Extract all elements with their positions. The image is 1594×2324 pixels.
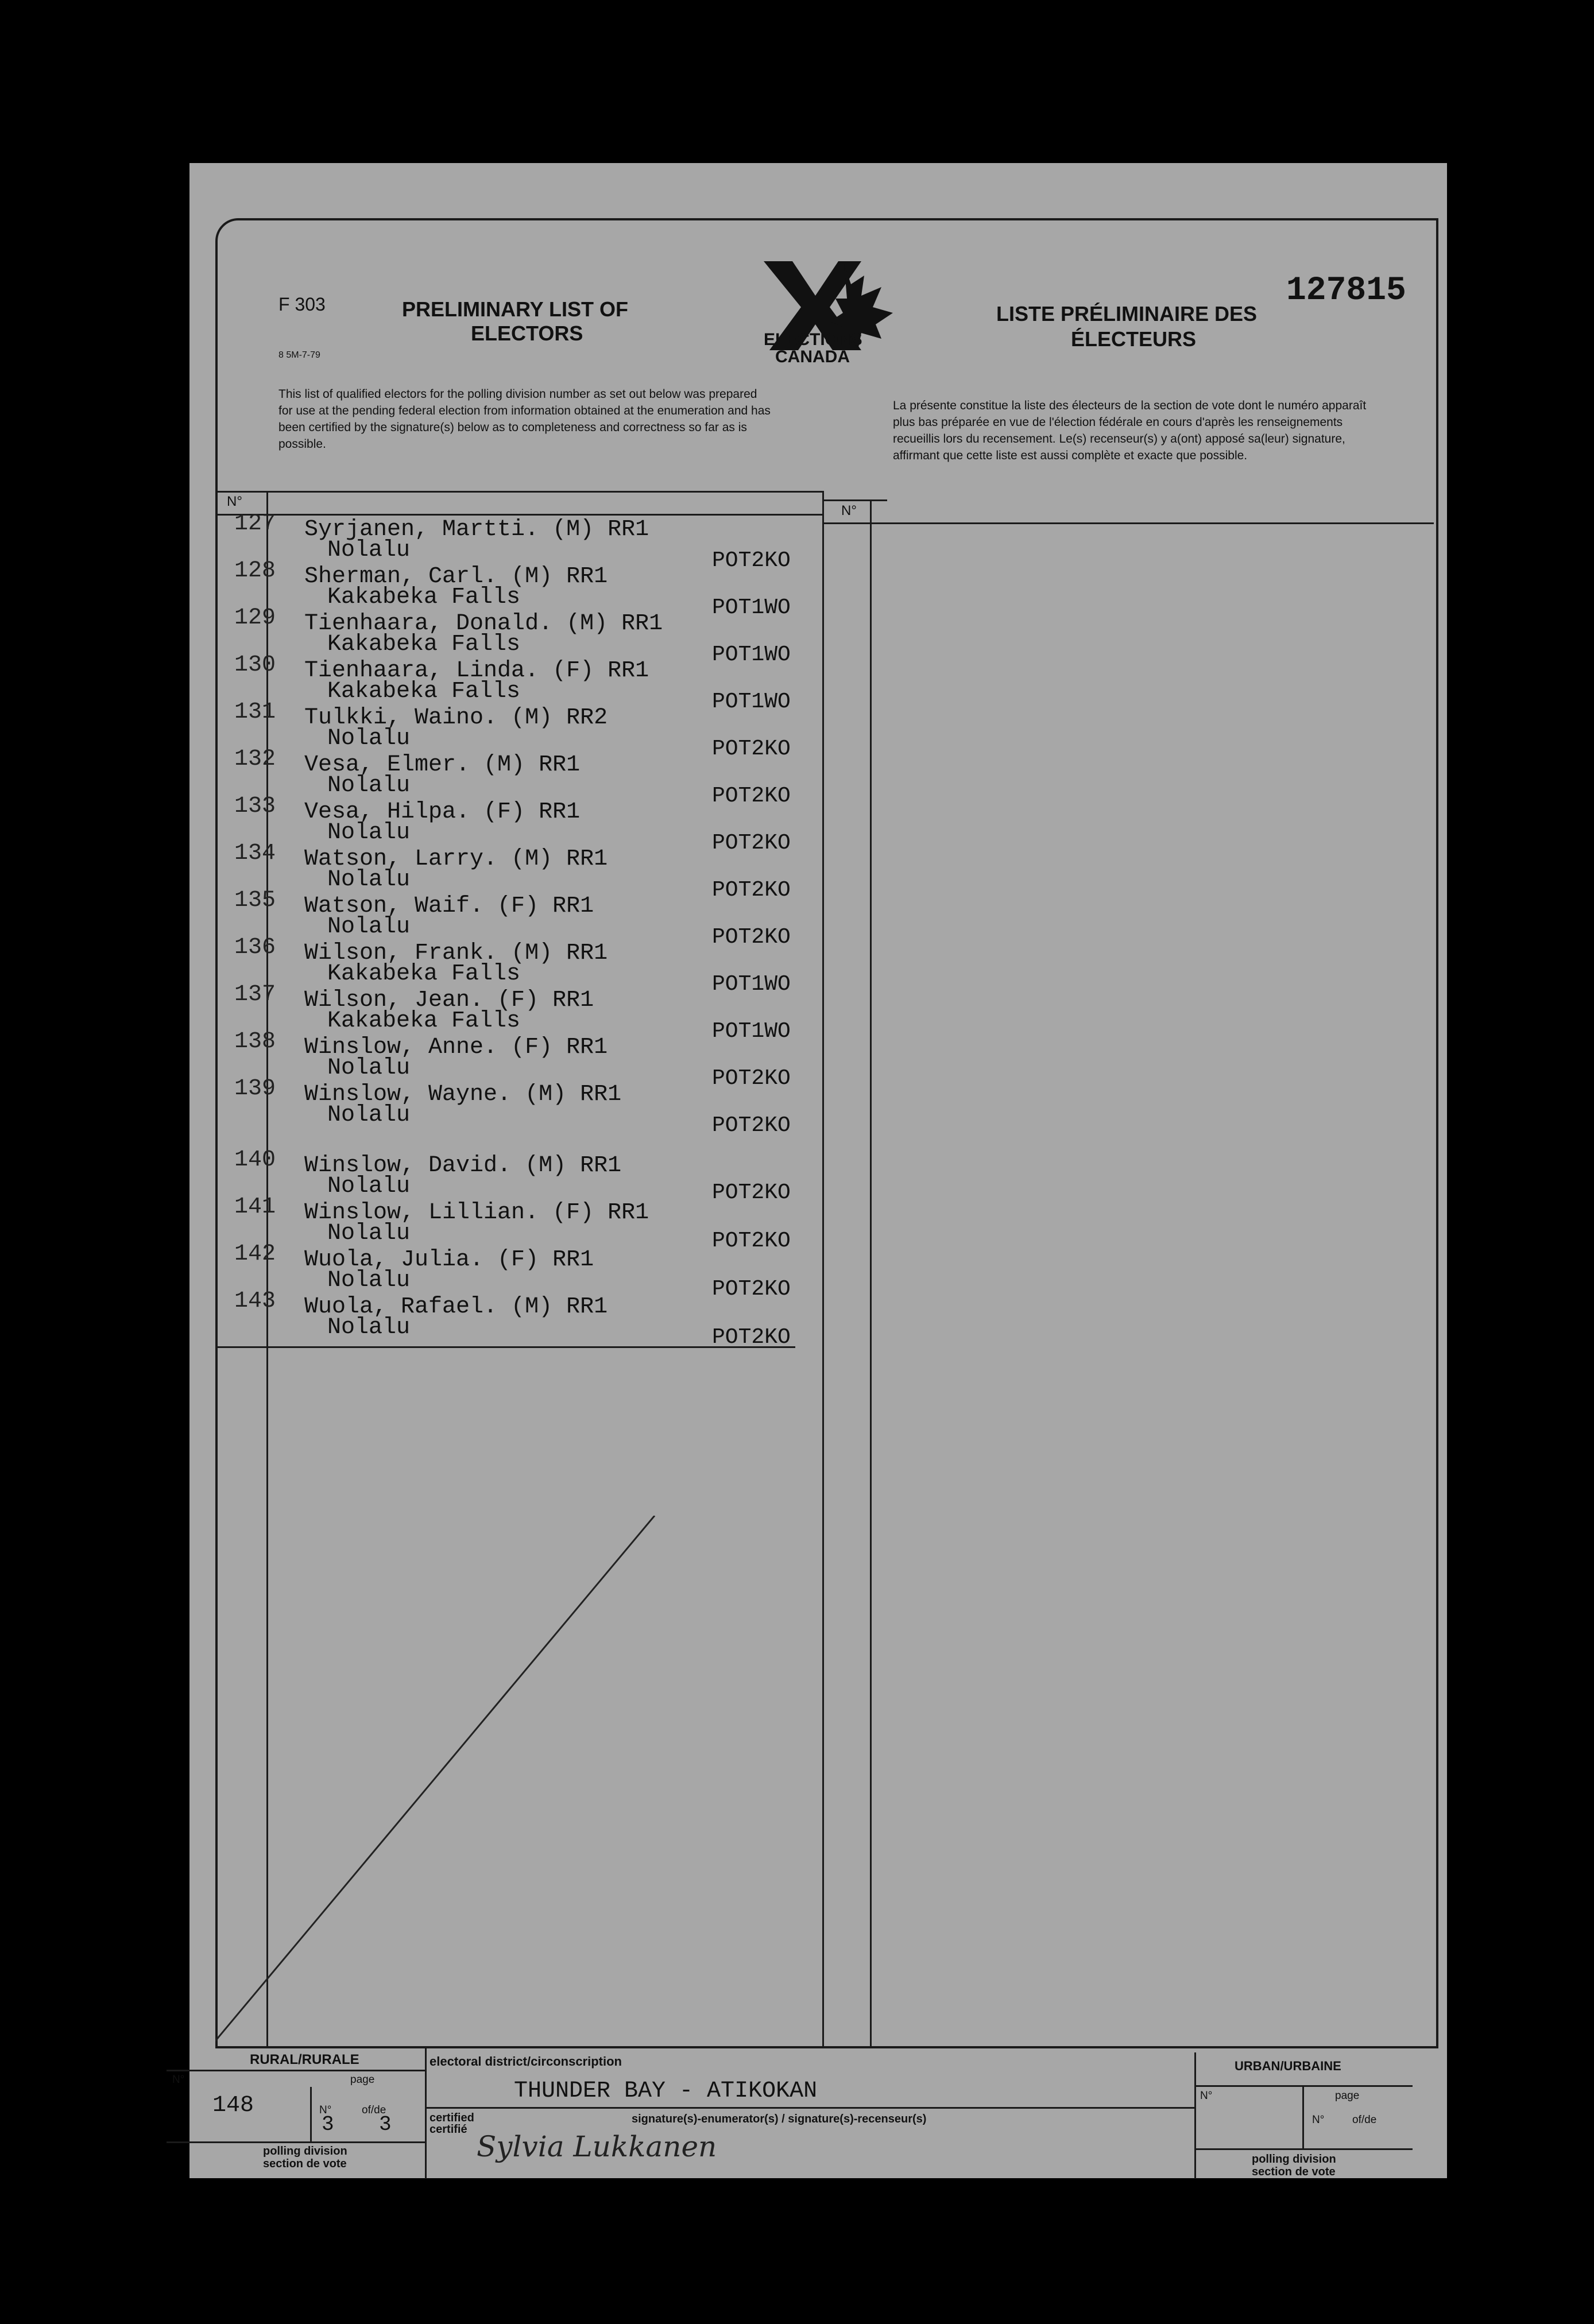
elector-number: 136: [234, 935, 276, 960]
elector-city: Nolalu: [327, 1173, 411, 1199]
polling-division-number: 148: [212, 2093, 254, 2118]
urban-label: URBAN/URBAINE: [1235, 2059, 1341, 2073]
elector-city: Nolalu: [327, 537, 411, 563]
elector-name: Tienhaara, Linda. (F) RR1: [304, 658, 649, 684]
rural-page-rule: [310, 2087, 312, 2141]
district-line: [425, 2107, 1194, 2109]
elector-number: 139: [234, 1076, 276, 1102]
elector-city: Kakabeka Falls: [327, 1008, 521, 1034]
rural-page-label: page: [350, 2074, 375, 2086]
footer-top-line: [215, 2047, 1415, 2048]
elector-number: 131: [234, 699, 276, 725]
enumerator-signature: Sylvia Lukkanen: [477, 2130, 717, 2163]
urban-polling-fr: section de vote: [1252, 2166, 1336, 2178]
elector-postal: POT1WO: [712, 642, 791, 667]
elector-postal: POT1WO: [712, 1019, 791, 1044]
elector-postal: POT2KO: [712, 878, 791, 903]
list-end-line: [215, 1346, 795, 1348]
elector-postal: POT2KO: [712, 1113, 791, 1138]
elector-name: Syrjanen, Martti. (M) RR1: [304, 517, 649, 543]
polling-label-fr: section de vote: [263, 2158, 347, 2170]
polling-label-en: polling division: [263, 2145, 347, 2158]
elector-name: Wuola, Julia. (F) RR1: [304, 1247, 594, 1273]
urban-page-rule: [1302, 2085, 1304, 2148]
elector-city: Kakabeka Falls: [327, 584, 521, 610]
elections-canada-logo: [758, 253, 907, 373]
right-no-column-label: N°: [841, 503, 857, 518]
elector-number: 127: [234, 511, 276, 537]
urban-of-label: of/de: [1352, 2114, 1377, 2126]
elector-name: Winslow, Anne. (F) RR1: [304, 1035, 608, 1060]
district-value: THUNDER BAY - ATIKOKAN: [514, 2078, 818, 2104]
elector-number: 137: [234, 982, 276, 1008]
no-column-label: N°: [227, 494, 242, 509]
district-label: electoral district/circonscription: [430, 2054, 622, 2069]
no-header-bottom-line: [215, 514, 824, 516]
elector-number: 143: [234, 1288, 276, 1314]
elector-number: 130: [234, 652, 276, 678]
title-en-line1: PRELIMINARY LIST OF: [402, 297, 629, 321]
elector-number: 134: [234, 840, 276, 866]
elector-city: Nolalu: [327, 773, 411, 799]
logo-text-line1: ELECTIONS: [764, 330, 862, 349]
elector-postal: POT2KO: [712, 1066, 791, 1091]
right-no-header-bottom: [824, 522, 1434, 524]
elector-city: Nolalu: [327, 820, 411, 846]
elector-postal: POT2KO: [712, 1325, 791, 1350]
elector-city: Nolalu: [327, 1221, 411, 1246]
elector-name: Wilson, Frank. (M) RR1: [304, 940, 608, 966]
intro-text-en: This list of qualified electors for the polling division number as set out below was prepared for use at the pending federal election from information obtained at the enumeration and has been certified by the signature(s) below as to completeness and correctness so far as is possible.: [278, 388, 771, 451]
elector-number: 138: [234, 1029, 276, 1055]
right-no-header-top: [824, 499, 887, 501]
title-fr-line2: ÉLECTEURS: [1071, 327, 1197, 351]
elector-number: 141: [234, 1194, 276, 1220]
rural-header-line: [167, 2070, 425, 2071]
page-of-label: of/de: [362, 2104, 386, 2116]
elector-number: 135: [234, 888, 276, 913]
logo-text-line2: CANADA: [775, 347, 850, 366]
elector-city: Nolalu: [327, 1315, 411, 1341]
certified-label-en: certified: [430, 2112, 474, 2124]
certified-label-fr: certifié: [430, 2123, 467, 2136]
elector-name: Wilson, Jean. (F) RR1: [304, 987, 594, 1013]
title-fr-line1: LISTE PRÉLIMINAIRE DES: [996, 302, 1258, 326]
elector-postal: POT2KO: [712, 784, 791, 808]
rural-label: RURAL/RURALE: [250, 2052, 359, 2067]
elector-number: 142: [234, 1241, 276, 1267]
elector-postal: POT2KO: [712, 925, 791, 950]
elector-city: Kakabeka Falls: [327, 632, 521, 657]
elector-city: Nolalu: [327, 867, 411, 893]
elector-number: 140: [234, 1147, 276, 1173]
main-column-right-rule: [822, 491, 824, 2047]
elector-postal: POT2KO: [712, 737, 791, 761]
elector-postal: POT1WO: [712, 972, 791, 997]
form-sub-code: 8 5M-7-79: [278, 350, 320, 360]
rural-bottom-line: [167, 2141, 425, 2143]
serial-number: 127815: [1286, 272, 1406, 309]
elector-name: Winslow, Lillian. (F) RR1: [304, 1200, 649, 1226]
rural-no-label: N°: [172, 2074, 185, 2086]
elector-number: 128: [234, 558, 276, 584]
urban-bottom-line: [1194, 2148, 1413, 2150]
no-header-top-line: [215, 491, 824, 493]
form-code: F 303: [278, 294, 326, 315]
elector-number: 129: [234, 605, 276, 631]
elector-city: Nolalu: [327, 726, 411, 752]
title-en-line2: ELECTORS: [471, 322, 583, 345]
elector-number: 132: [234, 746, 276, 772]
page-number: 3: [322, 2113, 334, 2136]
elector-name: Winslow, Wayne. (M) RR1: [304, 1082, 622, 1107]
intro-text-fr: La présente constitue la liste des électeurs de la section de vote dont le numéro apparaît plus bas préparée en vue de l'élection fédérale en cours d'après les renseignements recueillis lors du recensement. Le(s) recenseur(s) y a(ont) apposé sa(leur) signature, affirmant que cette liste est aussi complète et exacte que possible.: [893, 399, 1367, 462]
elector-name: Vesa, Elmer. (M) RR1: [304, 752, 581, 778]
elector-city: Nolalu: [327, 1102, 411, 1128]
elector-city: Kakabeka Falls: [327, 961, 521, 987]
elector-number: 133: [234, 793, 276, 819]
elector-postal: POT1WO: [712, 690, 791, 714]
elector-name: Winslow, David. (M) RR1: [304, 1153, 622, 1179]
elector-city: Nolalu: [327, 1055, 411, 1081]
urban-left-rule: [1194, 2052, 1196, 2179]
elector-name: Tulkki, Waino. (M) RR2: [304, 705, 608, 731]
page-no-label: N°: [319, 2104, 332, 2116]
elector-name: Watson, Waif. (F) RR1: [304, 893, 594, 919]
elector-name: Wuola, Rafael. (M) RR1: [304, 1294, 608, 1320]
urban-polling-en: polling division: [1252, 2153, 1336, 2166]
elector-city: Kakabeka Falls: [327, 679, 521, 704]
right-no-column-rule: [870, 499, 872, 2047]
urban-no-label: N°: [1200, 2090, 1213, 2102]
elector-name: Tienhaara, Donald. (M) RR1: [304, 611, 663, 637]
urban-page-no-label: N°: [1312, 2114, 1325, 2126]
signature-label: signature(s)-enumerator(s) / signature(s)-recenseur(s): [632, 2113, 927, 2125]
elector-postal: POT2KO: [712, 1277, 791, 1302]
elector-city: Nolalu: [327, 914, 411, 940]
elector-postal: POT2KO: [712, 1229, 791, 1253]
elector-postal: POT1WO: [712, 595, 791, 620]
elector-postal: POT2KO: [712, 1180, 791, 1205]
diagonal-cancel-line: [215, 1516, 657, 2044]
elector-postal: POT2KO: [712, 831, 791, 855]
elector-postal: POT2KO: [712, 548, 791, 573]
page-total: 3: [379, 2113, 392, 2136]
rural-right-rule: [425, 2047, 427, 2179]
elector-city: Nolalu: [327, 1268, 411, 1293]
elector-name: Watson, Larry. (M) RR1: [304, 846, 608, 872]
elector-name: Sherman, Carl. (M) RR1: [304, 564, 608, 590]
elector-name: Vesa, Hilpa. (F) RR1: [304, 799, 581, 825]
urban-page-label: page: [1335, 2090, 1360, 2102]
